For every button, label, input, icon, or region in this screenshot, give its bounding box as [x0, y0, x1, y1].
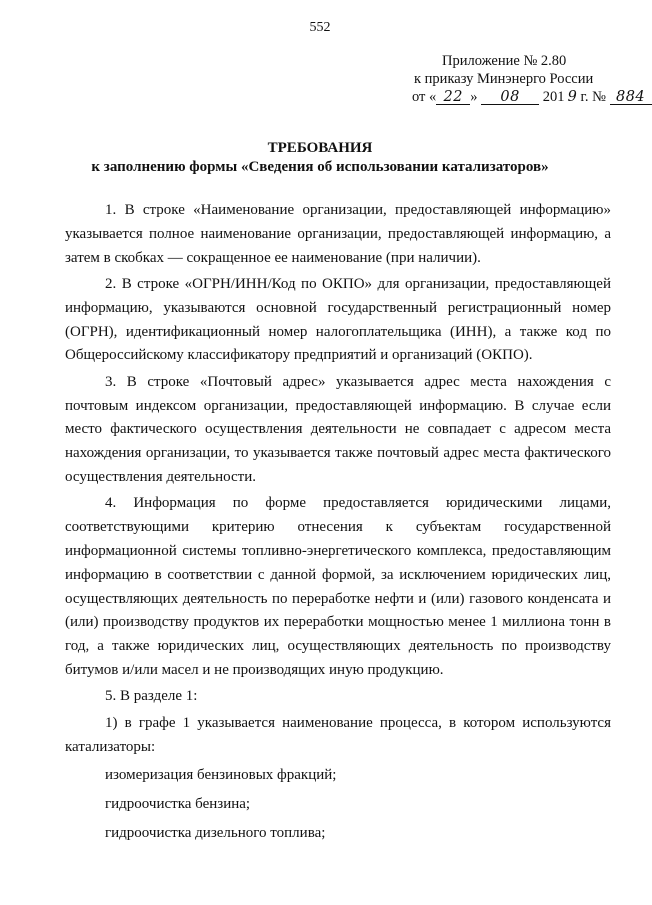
paragraph-1: 1. В строке «Наименование организации, предоставляющей информацию» указывается полное наименование организации, предоставляющей информацию, а затем в скобках — сокращенное ее наименование (при наличии). [65, 202, 611, 266]
paragraph-4: 4. Информация по форме предоставляется юридическими лицами, соответствующими критерию отнесения к субъектам государственной информационной системы топливно-энергетического комплекса, предоставляющим информацию в соответствии с данной формой, за исключением юридических лиц, осуществляющих деятельность по переработке нефти и (или) газового конденсата и (или) производству продуктов их переработки мощностью менее 1 миллиона тонн в год, а также юридических лиц, осуществляющих деятельность по производству битумов и/или масел и не производящих иную продукцию. [65, 495, 611, 678]
document-body [65, 199, 611, 846]
date-prefix: от « [412, 89, 437, 105]
year-suffix: г. № [580, 89, 606, 105]
paragraph-6: 1) в графе 1 указывается наименование процесса, в котором используются катализаторы: [65, 714, 611, 755]
date-quote-close: » [470, 89, 478, 105]
year-prefix: 201 [542, 89, 565, 105]
list-item: изомеризация бензиновых фракций; [105, 767, 337, 784]
document-title [0, 139, 640, 177]
handwritten-year-digit: 9 [567, 89, 578, 105]
paragraph-5: 5. В разделе 1: [105, 688, 198, 705]
paragraph-2: 2. В строке «ОГРН/ИНН/Код по ОКПО» для организации, предоставляющей информацию, указываются основной государственный регистрационный номер (ОГРН), идентификационный номер налогоплательщика (ИНН), а также код по Общероссийскому классификатору предприятий и организаций (ОКПО). [65, 275, 611, 364]
appendix-block [412, 52, 646, 106]
list-item: гидроочистка бензина; [105, 796, 251, 813]
page-number: 552 [309, 20, 331, 35]
appendix-date-line [412, 88, 646, 106]
paragraph-3: 3. В строке «Почтовый адрес» указывается адрес места нахождения с почтовым индексом организации, предоставляющей информацию. В случае если место фактического осуществления деятельности не совпадает с адресом места нахождения организации, то указывается также почтовый адрес места фактического осуществления деятельности. [65, 373, 611, 485]
handwritten-day: 22 [436, 90, 470, 105]
appendix-order-reference: к приказу Минэнерго России [414, 71, 594, 87]
title-subheading: к заполнению формы «Сведения об использовании катализаторов» [91, 159, 549, 175]
list-item: гидроочистка дизельного топлива; [105, 824, 326, 841]
appendix-title: Приложение № 2.80 [442, 53, 567, 69]
title-heading: ТРЕБОВАНИЯ [267, 140, 373, 156]
handwritten-order-number: 884 [610, 90, 652, 105]
handwritten-month: 08 [481, 90, 539, 105]
